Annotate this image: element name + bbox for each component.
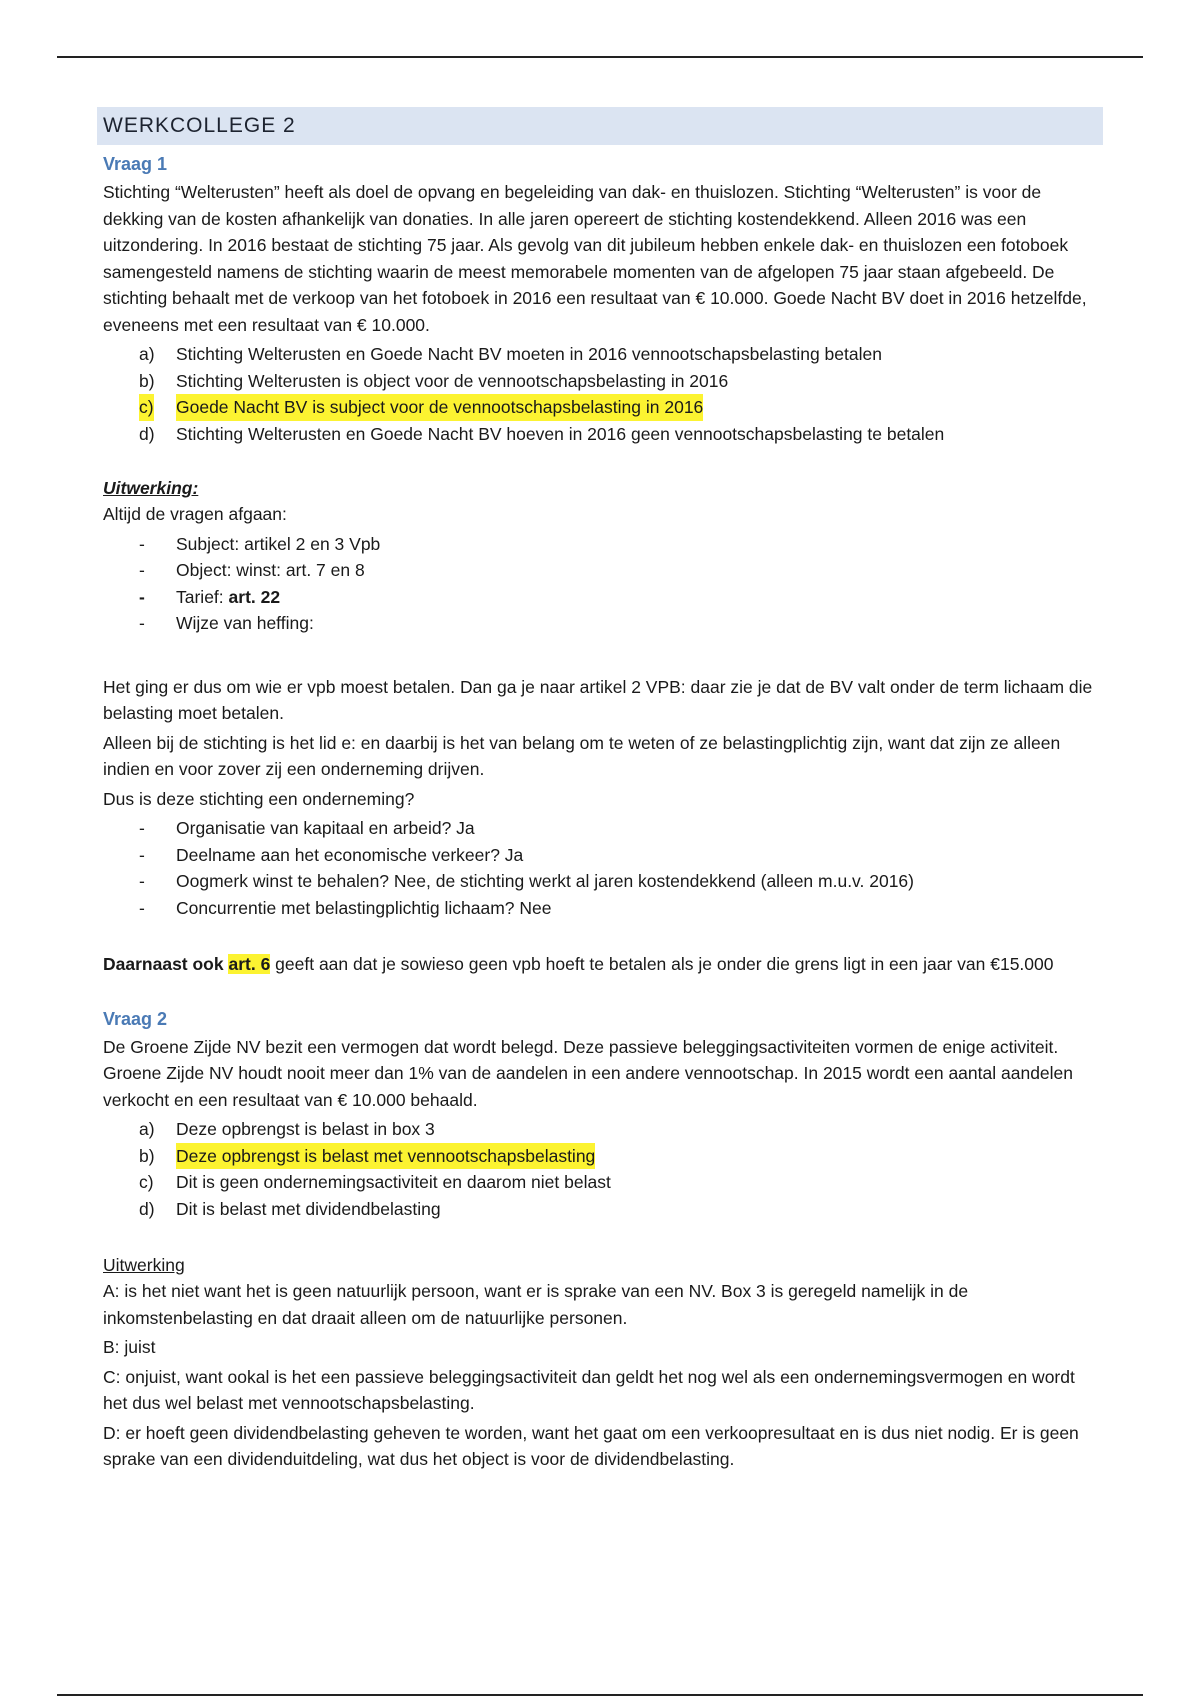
vraag1-option-d: d) Stichting Welterusten en Goede Nacht BV hoeven in 2016 geen vennootschapsbelasting te betalen	[139, 423, 945, 444]
top-rule	[57, 56, 1143, 58]
list-item: - Oogmerk winst te behalen? Nee, de stichting werkt al jaren kostendekkend (alleen m.u.v. 2016)	[139, 871, 914, 891]
uitwerking1-bullets	[103, 531, 1103, 637]
list-item: - Tarief: art. 22	[139, 586, 281, 607]
bottom-rule	[57, 1694, 1143, 1696]
list-item: - Wijze van heffing:	[139, 613, 314, 633]
onderneming-criteria	[103, 815, 1103, 921]
uitwerking1-p2: Alleen bij de stichting is het lid e: en daarbij is het van belang om te weten of ze belastingplichtig zijn, want dat zijn ze alleen indien en voor zover zij een onderneming drijven.	[103, 732, 1061, 779]
list-item: - Organisatie van kapitaal en arbeid? Ja	[139, 818, 475, 838]
vraag1-option-a: a) Stichting Welterusten en Goede Nacht BV moeten in 2016 vennootschapsbelasting betalen	[139, 344, 882, 364]
uitwerking2-b: B: juist	[103, 1337, 156, 1357]
uitwerking1-title: Uitwerking:	[103, 478, 199, 498]
uitwerking1-intro: Altijd de vragen afgaan:	[103, 504, 287, 524]
list-item: - Object: winst: art. 7 en 8	[139, 560, 365, 580]
vraag2-option-d: d) Dit is belast met dividendbelasting	[139, 1198, 441, 1219]
vraag1-options	[103, 341, 1103, 447]
vraag2-text: De Groene Zijde NV bezit een vermogen dat wordt belegd. Deze passieve beleggingsactiviteiten vormen de enige activiteit. Groene Zijde NV houdt nooit meer dan 1% van de aandelen in een andere vennootschap. In 2015 wordt een aantal aandelen verkocht en een resultaat van € 10.000 behaald.	[103, 1036, 1074, 1110]
vraag2-title: Vraag 2	[103, 1008, 168, 1029]
vraag1-title: Vraag 1	[103, 154, 168, 174]
uitwerking2-c: C: onjuist, want ookal is het een passieve beleggingsactiviteit dan geldt het nog wel als een ondernemingsvermogen en wordt het dus wel belast met vennootschapsbelasting.	[103, 1366, 1075, 1413]
vraag2-option-b: b) Deze opbrengst is belast met vennootschapsbelasting	[103, 1143, 1103, 1170]
vraag1-text: Stichting “Welterusten” heeft als doel de opvang en begeleiding van dak- en thuislozen. Stichting “Welterusten” is voor de dekking van de kosten afhankelijk van donaties. In alle jaren opereert de stichting kostendekkend. Alleen 2016 was een uitzondering. In 2016 bestaat de stichting 75 jaar. Als gevolg van dit jubileum hebben enkele dak- en thuislozen een fotoboek samengesteld namens de stichting waarin de meest memorabele momenten van de afgelopen 75 jaar staan afgebeeld. De stichting behaalt met de verkoop van het fotoboek in 2016 een resultaat van € 10.000. Goede Nacht BV doet in 2016 hetzelfde, eveneens met een resultaat van € 10.000.	[103, 182, 1087, 335]
vraag2-option-c: c) Dit is geen ondernemingsactiviteit en daarom niet belast	[139, 1172, 611, 1192]
vraag1-option-c	[103, 394, 1103, 421]
highlighted-answer: Deze opbrengst is belast met vennootschapsbelasting	[176, 1143, 595, 1170]
vraag2-option-a: a) Deze opbrengst is belast in box 3	[139, 1119, 435, 1139]
uitwerking1-p1: Het ging er dus om wie er vpb moest betalen. Dan ga je naar artikel 2 VPB: daar zie je dat de BV valt onder de term lichaam die belasting moet betalen.	[103, 676, 1093, 723]
list-item: - Concurrentie met belastingplichtig lichaam? Nee	[139, 897, 552, 918]
highlighted-answer: Goede Nacht BV is subject voor de vennootschapsbelasting in 2016	[176, 394, 703, 421]
document-body	[103, 107, 1103, 1476]
uitwerking2-title: Uitwerking	[103, 1255, 185, 1275]
list-item: - Deelname aan het economische verkeer? Ja	[139, 844, 524, 865]
uitwerking1-p3: Dus is deze stichting een onderneming?	[103, 788, 415, 809]
list-item: - Subject: artikel 2 en 3 Vpb	[139, 533, 381, 554]
vraag2-options	[103, 1116, 1103, 1222]
uitwerking2-a: A: is het niet want het is geen natuurlijk persoon, want er is sprake van een NV. Box 3 is geregeld namelijk in de inkomstenbelasting en dat draait alleen om de natuurlijke personen.	[103, 1281, 969, 1328]
section-heading: WERKCOLLEGE 2	[97, 107, 1103, 145]
uitwerking1-p4: Daarnaast ook art. 6 geeft aan dat je sowieso geen vpb hoeft te betalen als je onder die grens ligt in een jaar van €15.000	[103, 954, 1054, 974]
highlighted-letter: c)	[139, 394, 154, 421]
highlighted-article: art. 6	[228, 954, 271, 974]
vraag1-option-b: b) Stichting Welterusten is object voor de vennootschapsbelasting in 2016	[139, 370, 729, 391]
uitwerking2-d: D: er hoeft geen dividendbelasting geheven te worden, want het gaat om een verkoopresultaat en is dus niet nodig. Er is geen sprake van een dividenduitdeling, wat dus het object is voor de dividendbelasting.	[103, 1422, 1079, 1469]
